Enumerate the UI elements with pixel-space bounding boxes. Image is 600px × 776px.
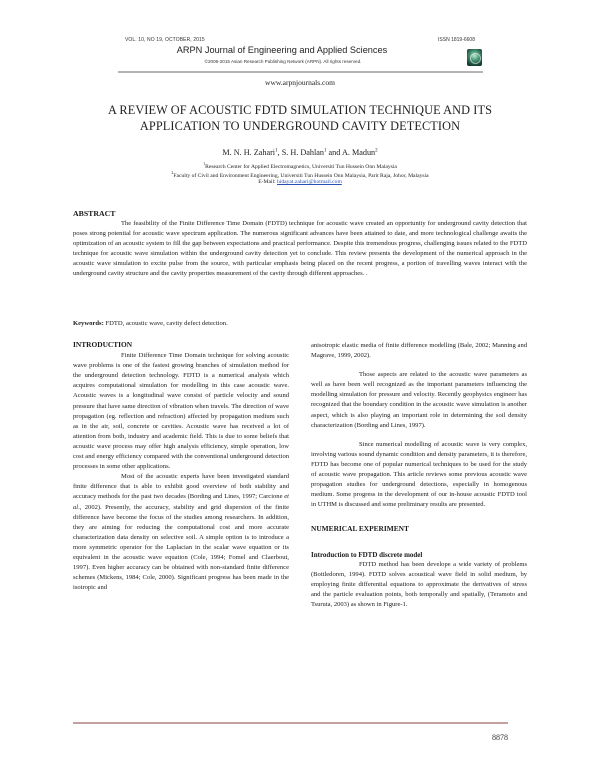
issn: ISSN 1819-6608 [438, 37, 475, 43]
author-separator: , [277, 148, 282, 157]
author-affiliation-mark: 2 [375, 148, 378, 154]
affiliation-text: Research Center for Applied Electromagnetics, Universiti Tun Hussein Onn Malaysia [205, 163, 397, 170]
subsection-heading-fdtd-model: Introduction to FDTD discrete model [311, 550, 423, 559]
right-column [311, 341, 527, 610]
paper-title [0, 103, 600, 134]
paragraph-text: Most of the acoustic experts have been investigated standard finite difference that is able to exhibit good overview of both stability and accuracy methods for the past two decades (Bording and Lines, 1997; Carcione [73, 473, 289, 501]
affiliation-number: 2 [171, 170, 174, 175]
spacer [311, 510, 527, 524]
section-heading-introduction: INTRODUCTION [73, 340, 133, 349]
title-line-1: A REVIEW OF ACOUSTIC FDTD SIMULATION TECHNIQUE AND ITS [107, 103, 493, 117]
paragraph: Finite Difference Time Domain technique for solving acoustic wave problems is one of the fastest growing branches of simulation method for the underground detection technology. FDTD is a numerical analysis which acquires computational simulation for modelling in this case acoustic wave. Acoustic waves is a longitudinal wave consist of particle velocity and sound pressure that have same direction of vibration when travels. The direction of wave propagation (eg. reflection and refraction) affected by propagation medium such as in the air, soil, concrete or cavities. Acoustic wave has received a lot of attention from both, industry and academic field. This is due to some beliefs that acoustic wave process may offer high analysis efficiency, simple operation, low cost and energy efficiency compared with the conventional underground detection processes in some other applications. [73, 352, 289, 471]
paragraph: Since numerical modelling of acoustic wave is very complex, involving various sound dynamic condition and density parameters, it is therefore, FDTD has become one of popular numerical techniques to be used for the study of acoustic wave propagation. This article reviews some previous acoustic wave propagation studies for underground detections, especially in homogenous medium. Some progress in the development of our in-house acoustic FDTD tool in UTHM is discussed and some preliminary results are presented. [311, 440, 527, 509]
keywords [73, 320, 228, 327]
paragraph-text: ., 2002). Presently, the accuracy, stability and grid dispersion of the finite difference have become the focus of the studies among researchers. In addition, they are aiming for reducing the computational cost and more accurate characterization data density on selective soil. A simple option is to introduce a more symmetric operator for the Laplacian in the scalar wave equation or its equivalent in the acoustic wave equation (Cole, 1994; Fomel and Claerbout, 1997). Even higher accuracy can be obtained with non-standard finite difference schemes (Mickens, 1984; Cole, 2000). Significant progress has been made in the isotropic and [73, 503, 289, 592]
spacer [311, 536, 527, 550]
affiliation-2 [0, 170, 600, 179]
page-number: 8878 [492, 733, 508, 742]
affiliation-text: Faculty of Civil and Environment Engineering, Universiti Tun Hussein Onn Malaysia, Parit Raja, Johor, Malaysia [173, 172, 429, 179]
author-name: A. Madun [341, 148, 376, 157]
email-link[interactable]: hidayat.zahari@hotmail.com [277, 179, 342, 185]
paragraph: FDTD method has been develope a wide variety of problems (Bottledoren, 1994). FDTD solves acoustical wave field in solid medium, by employing finite differential equations to approximate the derivatives of stress and the particle evaluation points, both temporally and spatially, (Teramoto and Tsuruta, 2003) as shown in Figure-1. [311, 560, 527, 608]
footer-divider [73, 722, 508, 724]
arpn-globe-logo-icon [467, 49, 482, 66]
author-name: M. N. H. Zahari [222, 148, 276, 157]
affiliation-number: 1 [203, 161, 206, 166]
author-name: S. H. Dahlan [281, 148, 324, 157]
paragraph: anisotropic elastic media of finite difference modelling (Bale, 2002; Manning and Magrave, 1999, 2002). [311, 342, 527, 360]
journal-url: www.arpnjournals.com [265, 78, 335, 87]
author-separator: and [326, 148, 342, 157]
journal-name: ARPN Journal of Engineering and Applied Sciences [176, 45, 388, 55]
et-al-italic: et al [73, 493, 289, 511]
paragraph [73, 472, 289, 593]
affiliation-1 [0, 161, 600, 170]
paragraph: Those aspects are related to the acoustic wave parameters as well as have been well recognized as the important parameters influencing the modelling simulation for pressure and velocity. Recently geophysics engineer has recognized that the boundary condition in the acoustic wave simulation is another aspect, which is also playing an important role in determining the soil density characterization (Bording and Lines, 1997). [311, 371, 527, 429]
section-heading-numerical-experiment: NUMERICAL EXPERIMENT [311, 524, 409, 534]
email-label: E-Mail: [258, 179, 277, 185]
abstract-heading: ABSTRACT [73, 209, 116, 218]
abstract-text: The feasibility of the Finite Difference Time Domain (FDTD) technique for acoustic wave created an opportunity for underground cavity detection that poses strong potential for acoustic wave spectrum application. The numerous significant advances have been attained to date, and more technological challenge awaits the optimization of an acoustic system to fill the gap between expectations and practical performance. Despite this tremendous progress, challenging issues related to the FDTD technique for acoustic wave simulation within the underground cavity detection yet to conclude. This review presents the development of the numerical approach in the acoustic wave simulation to excite pulse from the source, with particular emphasis being placed on the recent progress, a portion of travelling waves interact with the underground cavity structure and the cavity properties measurement of the cavity through different approaches. . [73, 220, 527, 278]
author-list [0, 148, 600, 157]
volume-info: VOL. 10, NO 19, OCTOBER, 2015 [125, 37, 205, 43]
author-affiliation-mark: 1 [323, 148, 327, 154]
spacer [311, 361, 527, 370]
contact-email [0, 179, 600, 185]
left-column [73, 340, 289, 593]
keywords-label: Keywords: [73, 320, 104, 327]
header-divider [118, 71, 483, 73]
keywords-text: FDTD, acoustic wave, cavity defect detection. [103, 320, 228, 327]
author-affiliation-mark: 1 [275, 148, 278, 154]
title-line-2: APPLICATION TO UNDERGROUND CAVITY DETECTION [139, 118, 461, 133]
spacer [311, 431, 527, 440]
copyright-notice: ©2006-2015 Asian Research Publishing Network (ARPN). All rights reserved. [204, 59, 362, 64]
